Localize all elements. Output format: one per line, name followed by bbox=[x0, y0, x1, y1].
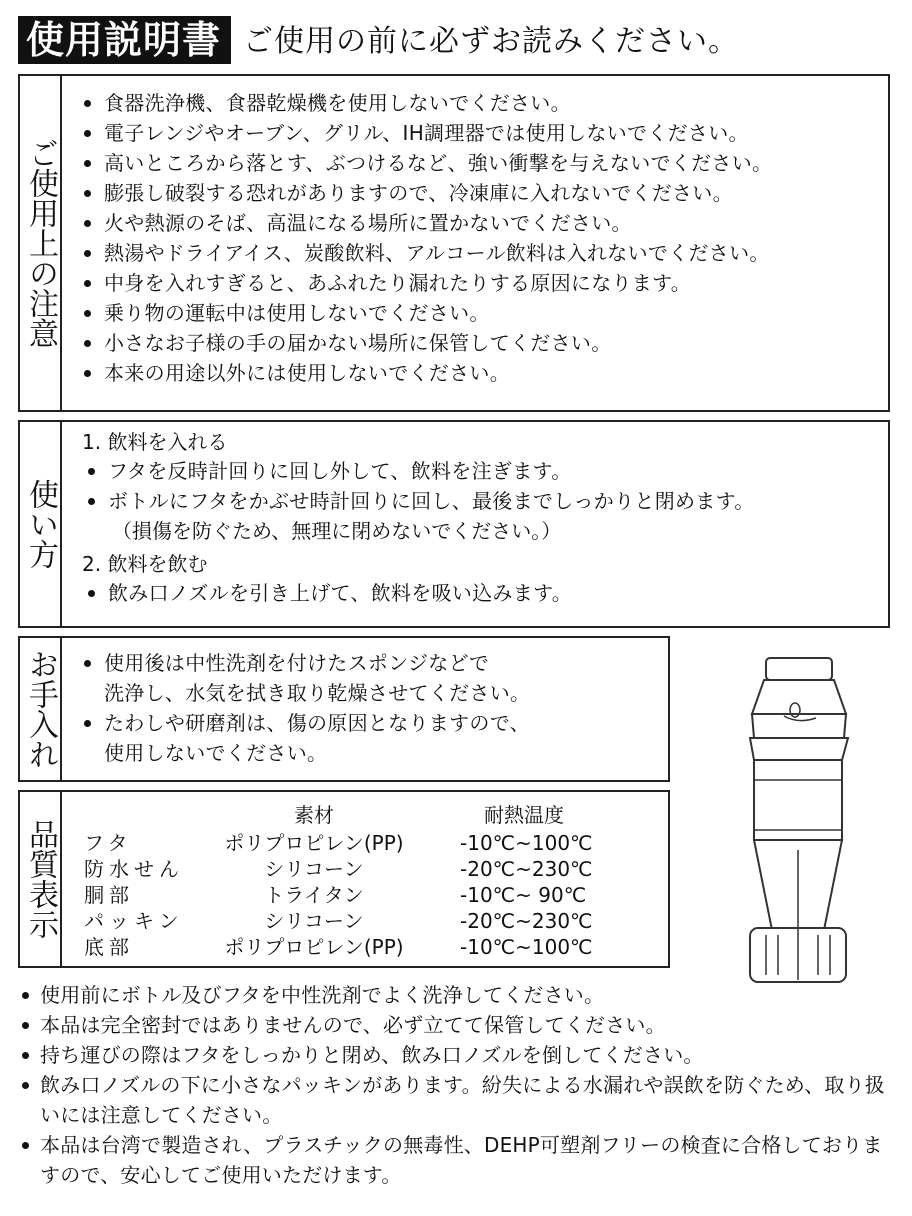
step-1-title: 1. 飲料を入れる bbox=[82, 430, 228, 454]
list-item: 使用後は中性洗剤を付けたスポンジなどで 洗浄し、水気を拭き取り乾燥させてください。 bbox=[74, 648, 662, 708]
list-item: 使用前にボトル及びフタを中性洗剤でよく洗浄してください。 bbox=[18, 980, 898, 1010]
list-item: 火や熱源のそば、高温になる場所に置かないでください。 bbox=[74, 208, 882, 238]
precautions-label: ご使用上の注意 bbox=[20, 76, 62, 410]
list-item: 食器洗浄機、食器乾燥機を使用しないでください。 bbox=[74, 88, 882, 118]
footer-notes bbox=[18, 980, 898, 1190]
table-row: フタ ポリプロピレン(PP) -10℃~100℃ bbox=[84, 831, 593, 855]
usage-section bbox=[18, 420, 890, 628]
step-1-note: （損傷を防ぐため、無理に閉めないでください。） bbox=[112, 519, 562, 543]
list-item: 飲み口ノズルを引き上げて、飲料を吸い込みます。 bbox=[78, 578, 882, 608]
care-list bbox=[74, 648, 662, 768]
list-item: 熱湯やドライアイス、炭酸飲料、アルコール飲料は入れないでください。 bbox=[74, 238, 882, 268]
table-row: パッキン シリコーン -20℃~230℃ bbox=[84, 909, 593, 933]
precautions-list bbox=[74, 88, 882, 388]
usage-label: 使い方 bbox=[20, 422, 62, 626]
list-item: たわしや研磨剤は、傷の原因となりますので、 使用しないでください。 bbox=[74, 708, 662, 768]
list-item: 飲み口ノズルの下に小さなパッキンがあります。紛失による水漏れや誤飲を防ぐため、取り扱いには注意してください。 bbox=[18, 1070, 898, 1130]
list-item: 本品は台湾で製造され、プラスチックの無毒性、DEHP可塑剤フリーの検査に合格しておりますので、安心してご使用いただけます。 bbox=[18, 1130, 898, 1190]
page-header bbox=[18, 14, 739, 64]
quality-section bbox=[18, 790, 670, 968]
table-header-row bbox=[84, 802, 684, 828]
precautions-section bbox=[18, 74, 890, 412]
list-item: 膨張し破裂する恐れがありますので、冷凍庫に入れないでください。 bbox=[74, 178, 882, 208]
material-column-header: 素材 bbox=[294, 803, 334, 827]
care-label: お手入れ bbox=[20, 638, 62, 780]
table-row: 底部 ポリプロピレン(PP) -10℃~100℃ bbox=[84, 935, 593, 959]
step-2-title: 2. 飲料を飲む bbox=[82, 552, 208, 576]
care-section bbox=[18, 636, 670, 782]
list-item: 小さなお子様の手の届かない場所に保管してください。 bbox=[74, 328, 882, 358]
document-subtitle: ご使用の前に必ずお読みください。 bbox=[243, 24, 740, 59]
list-item: 本品は完全密封ではありませんので、必ず立てて保管してください。 bbox=[18, 1010, 898, 1040]
list-item: 高いところから落とす、ぶつけるなど、強い衝撃を与えないでください。 bbox=[74, 148, 882, 178]
list-item: フタを反時計回りに回し外して、飲料を注ぎます。 bbox=[78, 456, 882, 486]
temperature-column-header: 耐熱温度 bbox=[484, 803, 564, 827]
document-title: 使用説明書 bbox=[18, 16, 231, 64]
step-1-list bbox=[78, 456, 882, 516]
list-item: 持ち運びの際はフタをしっかりと閉め、飲み口ノズルを倒してください。 bbox=[18, 1040, 898, 1070]
list-item: ボトルにフタをかぶせ時計回りに回し、最後までしっかりと閉めます。 bbox=[78, 486, 882, 516]
list-item: 中身を入れすぎると、あふれたり漏れたりする原因になります。 bbox=[74, 268, 882, 298]
table-row: 胴部 トライタン -10℃~ 90℃ bbox=[84, 883, 587, 907]
bottle-illustration-icon bbox=[720, 650, 900, 985]
step-2-list bbox=[78, 578, 882, 608]
list-item: 本来の用途以外には使用しないでください。 bbox=[74, 358, 882, 388]
list-item: 電子レンジやオーブン、グリル、IH調理器では使用しないでください。 bbox=[74, 118, 882, 148]
quality-label: 品質表示 bbox=[20, 792, 62, 966]
table-row: 防水せん シリコーン -20℃~230℃ bbox=[84, 857, 593, 881]
list-item: 乗り物の運転中は使用しないでください。 bbox=[74, 298, 882, 328]
